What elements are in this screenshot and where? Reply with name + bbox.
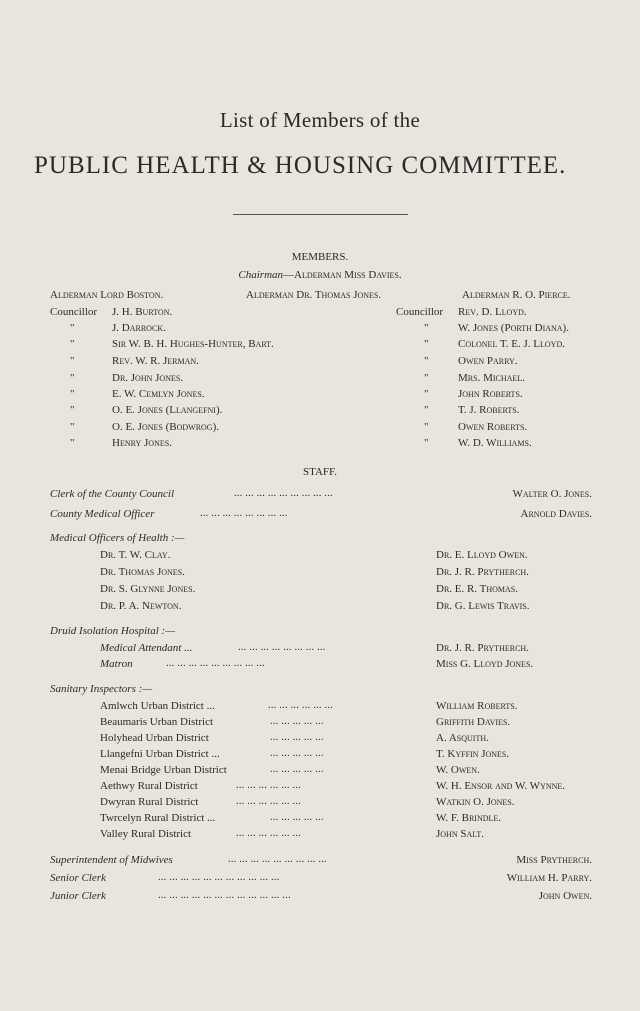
junior-clerk-label: Junior Clerk <box>50 890 106 902</box>
inspector-name: W. F. Brindle. <box>436 812 502 824</box>
district-name: Menai Bridge Urban District <box>100 764 227 776</box>
alderman-1: Alderman Lord Boston. <box>50 289 164 301</box>
ditto-mark: " <box>70 421 75 433</box>
councillor-left: Henry Jones. <box>112 437 172 449</box>
ditto-mark: " <box>424 372 429 384</box>
councillor-left: Sir W. B. H. Hughes-Hunter, Bart. <box>112 338 274 350</box>
leader-dots: ... ... ... ... ... <box>270 716 324 727</box>
alderman-3: Alderman R. O. Pierce. <box>462 289 571 301</box>
divider <box>233 214 408 215</box>
inspector-name: T. Kyffin Jones. <box>436 748 510 760</box>
ditto-mark: " <box>70 404 75 416</box>
alderman-2: Alderman Dr. Thomas Jones. <box>246 289 382 301</box>
ditto-mark: " <box>424 322 429 334</box>
councillor-right: Rev. D. Lloyd. <box>458 306 527 318</box>
medical-officer-left: Dr. S. Glynne Jones. <box>100 583 196 595</box>
councillor-right: Owen Roberts. <box>458 421 528 433</box>
hospital-heading: Druid Isolation Hospital :— <box>50 625 175 637</box>
councillor-right: Colonel T. E. J. Lloyd. <box>458 338 565 350</box>
councillor-right: John Roberts. <box>458 388 523 400</box>
councillor-right: Mrs. Michael. <box>458 372 525 384</box>
inspector-name: John Salt. <box>436 828 485 840</box>
leader-dots: ... ... ... ... ... ... ... ... <box>238 642 326 653</box>
ditto-mark: " <box>424 388 429 400</box>
councillor-label-left: Councillor <box>50 306 98 318</box>
ditto-mark: " <box>70 388 75 400</box>
leader-dots: ... ... ... ... ... ... ... ... ... <box>234 488 333 499</box>
hospital-role: Matron <box>100 658 133 670</box>
leader-dots: ... ... ... ... ... <box>270 732 324 743</box>
inspector-name: W. H. Ensor and W. Wynne. <box>436 780 566 792</box>
senior-clerk-name: William H. Parry. <box>506 872 592 884</box>
leader-dots: ... ... ... ... ... ... <box>268 700 333 711</box>
superintendent-name: Miss Prytherch. <box>516 854 592 866</box>
district-name: Twrcelyn Rural District ... <box>100 812 216 824</box>
senior-clerk-label: Senior Clerk <box>50 872 106 884</box>
medical-officer-right: Dr. E. R. Thomas. <box>436 583 519 595</box>
medical-officer-left: Dr. T. W. Clay. <box>100 549 171 561</box>
councillor-right: W. D. Williams. <box>458 437 532 449</box>
ditto-mark: " <box>70 355 75 367</box>
councillor-left: Dr. John Jones. <box>112 372 184 384</box>
hospital-name: Miss G. Lloyd Jones. <box>436 658 534 670</box>
district-name: Amlwch Urban District ... <box>100 700 215 712</box>
inspector-name: W. Owen. <box>436 764 480 776</box>
councillor-left: E. W. Cemlyn Jones. <box>112 388 205 400</box>
councillor-left: Rev. W. R. Jerman. <box>112 355 199 367</box>
ditto-mark: " <box>70 437 75 449</box>
medical-officer-left: Dr. Thomas Jones. <box>100 566 185 578</box>
hospital-name: Dr. J. R. Prytherch. <box>436 642 529 654</box>
leader-dots: ... ... ... ... ... ... ... ... ... <box>166 658 265 669</box>
chairman-line <box>0 269 640 281</box>
medical-officer-label: County Medical Officer <box>50 508 155 520</box>
ditto-mark: " <box>424 437 429 449</box>
councillor-left: J. Darrock. <box>112 322 166 334</box>
councillor-right: T. J. Roberts. <box>458 404 520 416</box>
sanitary-heading: Sanitary Inspectors :— <box>50 683 153 695</box>
district-name: Aethwy Rural District <box>100 780 198 792</box>
hospital-role: Medical Attendant ... <box>100 642 193 654</box>
ditto-mark: " <box>424 421 429 433</box>
leader-dots: ... ... ... ... ... <box>270 764 324 775</box>
medical-officer-right: Dr. G. Lewis Travis. <box>436 600 530 612</box>
leader-dots: ... ... ... ... ... ... ... ... ... <box>228 854 327 865</box>
ditto-mark: " <box>70 372 75 384</box>
chairman-label: Chairman <box>238 269 284 281</box>
staff-heading: STAFF. <box>302 466 337 478</box>
ditto-mark: " <box>70 338 75 350</box>
chairman-name: —Alderman Miss Davies. <box>283 269 402 281</box>
medical-officer-right: Dr. E. Lloyd Owen. <box>436 549 528 561</box>
ditto-mark: " <box>424 338 429 350</box>
inspector-name: A. Asquith. <box>436 732 489 744</box>
leader-dots: ... ... ... ... ... ... ... ... <box>200 508 288 519</box>
page-title: List of Members of the <box>219 108 421 132</box>
councillor-left: O. E. Jones (Bodwrog). <box>112 421 219 433</box>
councillor-left: O. E. Jones (Llangefni). <box>112 404 223 416</box>
medical-officer-name: Arnold Davies. <box>520 508 592 520</box>
clerk-name: Walter O. Jones. <box>512 488 592 500</box>
inspector-name: William Roberts. <box>436 700 518 712</box>
ditto-mark: " <box>424 404 429 416</box>
medical-officer-right: Dr. J. R. Prytherch. <box>436 566 529 578</box>
leader-dots: ... ... ... ... ... ... <box>236 828 301 839</box>
leader-dots: ... ... ... ... ... <box>270 812 324 823</box>
junior-clerk-name: John Owen. <box>538 890 592 902</box>
ditto-mark: " <box>424 355 429 367</box>
inspector-name: Watkin O. Jones. <box>436 796 515 808</box>
leader-dots: ... ... ... ... ... ... ... ... ... ... ... ... <box>158 890 291 901</box>
superintendent-label: Superintendent of Midwives <box>50 854 173 866</box>
district-name: Holyhead Urban District <box>100 732 209 744</box>
clerk-label: Clerk of the County Council <box>50 488 175 500</box>
leader-dots: ... ... ... ... ... ... ... ... ... ... ... <box>158 872 280 883</box>
leader-dots: ... ... ... ... ... <box>270 748 324 759</box>
councillor-label-right: Councillor <box>396 306 444 318</box>
ditto-mark: " <box>70 322 75 334</box>
councillor-right: W. Jones (Porth Diana). <box>458 322 569 334</box>
medical-officers-heading: Medical Officers of Health :— <box>50 532 185 544</box>
district-name: Dwyran Rural District <box>100 796 199 808</box>
members-heading: MEMBERS. <box>291 251 349 263</box>
committee-title: PUBLIC HEALTH & HOUSING COMMITTEE. <box>34 152 567 179</box>
district-name: Beaumaris Urban District <box>100 716 214 728</box>
leader-dots: ... ... ... ... ... ... <box>236 780 301 791</box>
councillor-right: Owen Parry. <box>458 355 518 367</box>
inspector-name: Griffith Davies. <box>436 716 511 728</box>
councillor-left: J. H. Burton. <box>112 306 173 318</box>
district-name: Llangefni Urban District ... <box>100 748 220 760</box>
district-name: Valley Rural District <box>100 828 192 840</box>
medical-officer-left: Dr. P. A. Newton. <box>100 600 182 612</box>
leader-dots: ... ... ... ... ... ... <box>236 796 301 807</box>
